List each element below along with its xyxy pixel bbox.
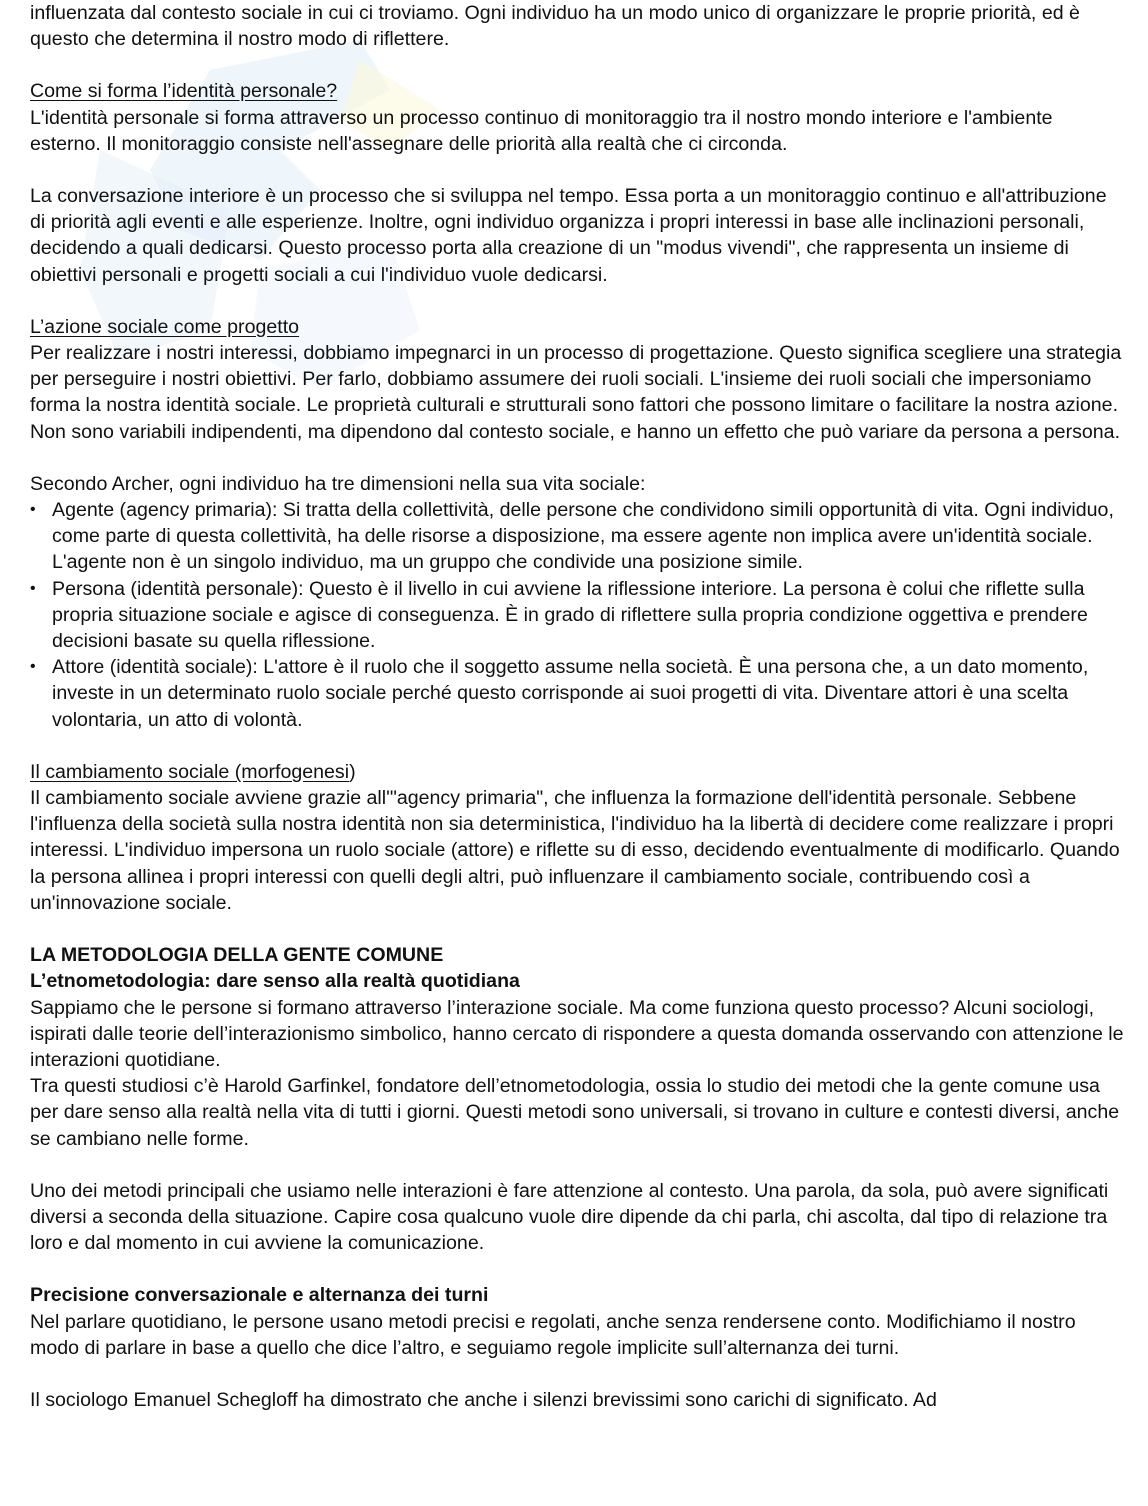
list-item-attore: • Attore (identità sociale): L'attore è il ruolo che il soggetto assume nella società. È una persona che, a un dato momento, investe in un determinato ruolo sociale perché questo corrisponde ai suoi progetti di vita. Diventare attori è una scelta volontaria, un atto di volontà. [30, 654, 1125, 733]
project-paragraph: Per realizzare i nostri interessi, dobbiamo impegnarci in un processo di progettazione. Questo significa scegliere una strategia per perseguire i nostri obiettivi. Per farlo, dobbiamo assumere dei ruoli sociali. L'insieme dei ruoli sociali che impersoniamo forma la nostra identità sociale. Le proprietà culturali e strutturali sono fattori che possono limitare o facilitare la nostra azione. Non sono variabili indipendenti, ma dipendono dal contesto sociale, e hanno un effetto che può variare da persona a persona. [30, 342, 1122, 443]
project-heading: L’azione sociale come progetto [30, 315, 300, 338]
identity-paragraph-2: La conversazione interiore è un processo che si sviluppa nel tempo. Essa porta a un monitoraggio continuo e all'attribuzione di priorità agli eventi e alle esperienze. Inoltre, ogni individuo organizza i propri interessi in base alle inclinazioni personali, decidendo a quali dedicarsi. Questo processo porta alla creazione di un "modus vivendi", che rappresenta un insieme di obiettivi personali e progetti sociali a cui l'individuo vuole dedicarsi. [30, 185, 1107, 286]
archer-dimensions-list [30, 497, 1125, 733]
intro-paragraph: influenzata dal contesto sociale in cui ci troviamo. Ogni individuo ha un modo unico di organizzare le proprie priorità, ed è questo che determina il nostro modo di riflettere. [30, 2, 1080, 51]
methodology-title: LA METODOLOGIA DELLA GENTE COMUNE [30, 944, 444, 967]
list-item-agente: • Agente (agency primaria): Si tratta della collettività, delle persone che condividono simili opportunità di vita. Ogni individuo, come parte di questa collettività, ha delle risorse a disposizione, ma essere agente non implica avere un'identità sociale. L'agente non è un singolo individuo, ma un gruppo che condivide una posizione simile. [30, 497, 1125, 576]
change-paragraph: Il cambiamento sociale avviene grazie all'"agency primaria", che influenza la formazione dell'identità personale. Sebbene l'influenza della società sulla nostra identità non sia deterministica, l'individuo ha la libertà di decidere come realizzare i propri interessi. L'individuo impersona un ruolo sociale (attore) e riflette su di esso, decidendo eventualmente di modificarlo. Quando la persona allinea i propri interessi con quelli degli altri, può influenzare il cambiamento sociale, contribuendo così a un'innovazione sociale. [30, 787, 1120, 914]
methodology-paragraph-1: Sappiamo che le persone si formano attraverso l’interazione sociale. Ma come funziona questo processo? Alcuni sociologi, ispirati dalle teorie dell’interazionismo simbolico, hanno cercato di rispondere a questa domanda osservando con attenzione le interazioni quotidiane. [30, 996, 1124, 1071]
change-heading-tail: ) [349, 760, 356, 783]
change-heading-line [30, 759, 1125, 785]
methodology-paragraph-2: Tra questi studiosi c’è Harold Garfinkel, fondatore dell’etnometodologia, ossia lo studio dei metodi che la gente comune usa per dare senso alla realtà nella vita di tutti i giorni. Questi metodi sono universali, si trovano in culture e contesti diversi, anche se cambiano nelle forme. [30, 1075, 1120, 1150]
methodology-subtitle: L’etnometodologia: dare senso alla realtà quotidiana [30, 970, 520, 993]
methodology-paragraph-3: Uno dei metodi principali che usiamo nelle interazioni è fare attenzione al contesto. Una parola, da sola, può avere significati diversi a seconda della situazione. Capire cosa qualcuno vuole dire dipende da chi parla, chi ascolta, dal tipo di relazione tra loro e dal momento in cui avviene la comunicazione. [30, 1179, 1109, 1255]
change-heading: Il cambiamento sociale (morfogenesi [30, 760, 350, 783]
archer-intro: Secondo Archer, ogni individuo ha tre dimensioni nella sua vita sociale: [30, 472, 646, 495]
list-item-persona: • Persona (identità personale): Questo è il livello in cui avviene la riflessione interiore. La persona è colui che riflette sulla propria situazione sociale e agisce di conseguenza. È in grado di riflettere sulla propria condizione oggettiva e prendere decisioni basate su quella riflessione. [30, 576, 1125, 655]
document-page [30, 0, 1125, 1413]
precision-heading: Precisione conversazionale e alternanza dei turni [30, 1284, 489, 1307]
precision-paragraph-2: Il sociologo Emanuel Schegloff ha dimostrato che anche i silenzi brevissimi sono carichi di significato. Ad [30, 1388, 937, 1411]
identity-heading: Come si forma l’identità personale? [30, 80, 338, 103]
identity-paragraph-1: L'identità personale si forma attraverso un processo continuo di monitoraggio tra il nostro mondo interiore e l'ambiente esterno. Il monitoraggio consiste nell'assegnare delle priorità alla realtà che ci circonda. [30, 106, 1053, 155]
precision-paragraph-1: Nel parlare quotidiano, le persone usano metodi precisi e regolati, anche senza rendersene conto. Modifichiamo il nostro modo di parlare in base a quello che dice l’altro, e seguiamo regole implicite sull’alternanza dei turni. [30, 1310, 1076, 1359]
